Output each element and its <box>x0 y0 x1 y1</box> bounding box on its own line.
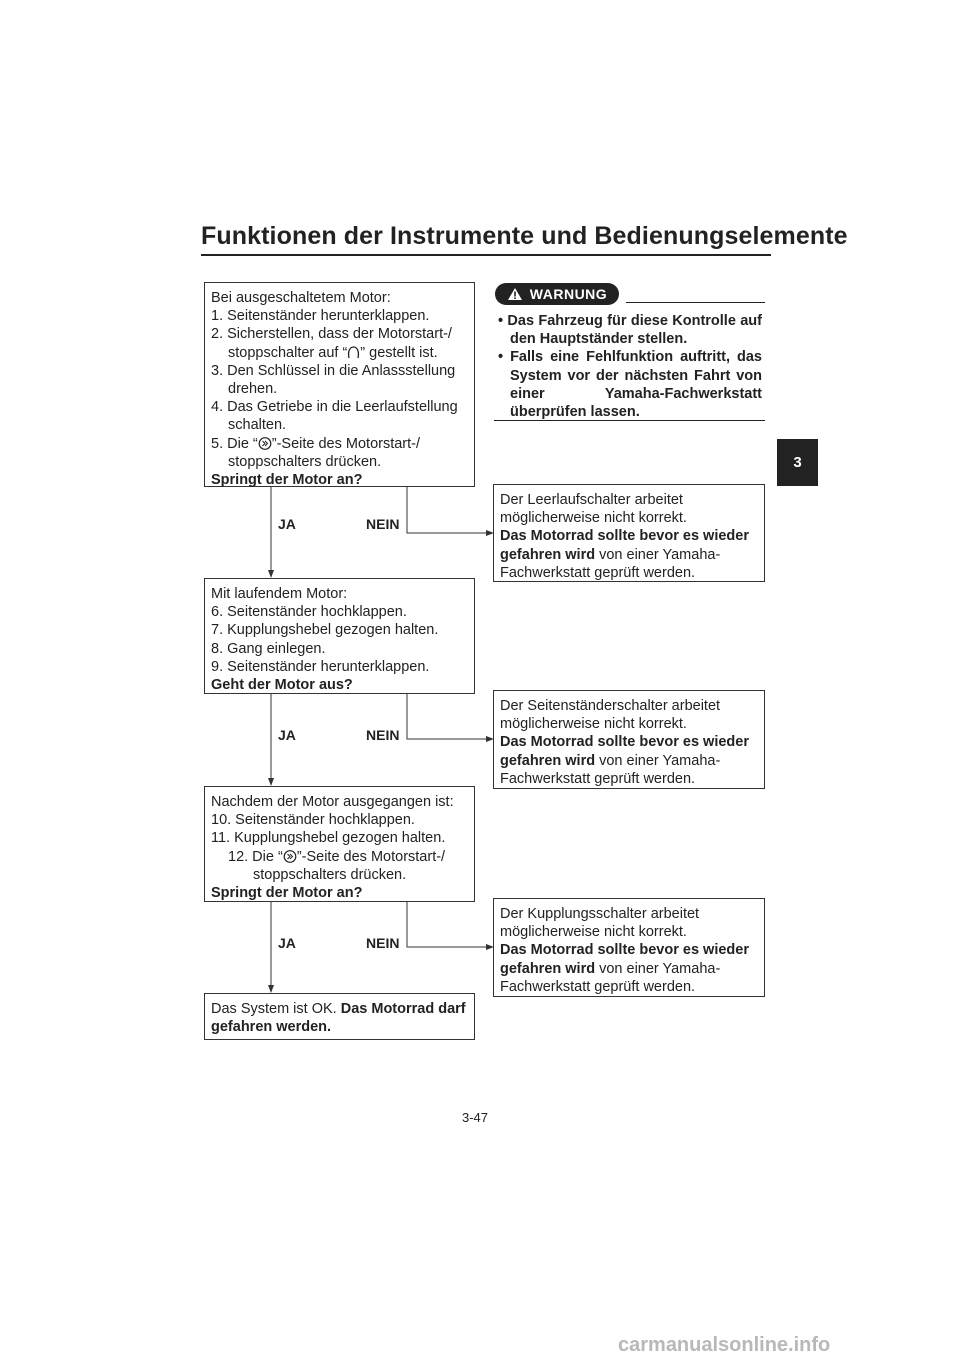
box2-intro: Mit laufendem Motor: <box>211 586 348 602</box>
no-arrow-2 <box>407 694 493 739</box>
box2-step6: 6. Seitenständer hochklappen. <box>211 604 407 621</box>
no-label-2: NEIN <box>366 727 400 743</box>
box3-step11: 11. Kupplungshebel gezogen halten. <box>211 830 446 847</box>
box1-intro: Bei ausgeschaltetem Motor: <box>211 290 391 306</box>
no-label-1: NEIN <box>366 516 400 532</box>
box3-question: Springt der Motor an? <box>211 885 363 902</box>
box3-step12: 12. Die “ ”-Seite des Motorstart-/ stoppschalters drücken. <box>228 848 446 883</box>
warning-text <box>494 312 762 421</box>
warning-triangle-icon <box>507 287 523 301</box>
footer-watermark: carmanualsonline.info <box>618 1334 831 1356</box>
result3-text: Der Kupplungsschalter arbeitet möglicherweise nicht korrekt. <box>500 906 700 941</box>
box2-question: Geht der Motor aus? <box>211 677 353 694</box>
result-box-sidestand-switch <box>493 690 765 789</box>
warning-rule-bottom <box>494 420 765 421</box>
warning-rule-top <box>626 302 765 303</box>
box4-text: Das System ist OK. Das Motorrad darf gefahren werden. <box>211 1001 466 1036</box>
page-number: 3-47 <box>462 1110 489 1125</box>
box1-step5: 5. Die “ ”-Seite des Motorstart-/ stoppschalters drücken. <box>211 435 421 470</box>
box1-step4: 4. Das Getriebe in die Leerlaufstellung schalten. <box>211 399 458 434</box>
no-label-3: NEIN <box>366 935 400 951</box>
result-box-clutch-switch <box>493 898 765 997</box>
box2-step7: 7. Kupplungshebel gezogen halten. <box>211 622 439 639</box>
result2-text: Der Seitenständerschalter arbeitet möglicherweise nicht korrekt. <box>500 698 721 733</box>
yes-label-2: JA <box>278 727 296 743</box>
run-symbol-icon <box>347 345 360 360</box>
box2-step8: 8. Gang einlegen. <box>211 640 326 657</box>
page-title: Funktionen der Instrumente und Bedienungselemente <box>201 222 848 250</box>
flow-box-check-sidestand <box>204 578 475 694</box>
section-tab: 3 <box>777 439 818 486</box>
flow-box-check-neutral <box>204 282 475 487</box>
result2-advice: Das Motorrad sollte bevor es wieder gefahren wird von einer Yamaha-Fachwerkstatt geprüft werden. <box>500 734 749 787</box>
box1-step1: 1. Seitenständer herunterklappen. <box>211 308 430 325</box>
start-switch-icon <box>258 436 272 451</box>
result3-advice: Das Motorrad sollte bevor es wieder gefahren wird von einer Yamaha-Fachwerkstatt geprüft werden. <box>500 942 749 995</box>
box1-question: Springt der Motor an? <box>211 472 363 489</box>
box3-intro: Nachdem der Motor ausgegangen ist: <box>211 794 454 810</box>
flow-box-check-clutch <box>204 786 475 902</box>
flow-box-system-ok <box>204 993 475 1040</box>
start-switch-icon <box>283 849 297 864</box>
result1-text: Der Leerlaufschalter arbeitet möglicherweise nicht korrekt. <box>500 492 687 527</box>
yes-label-1: JA <box>278 516 296 532</box>
box1-step3: 3. Den Schlüssel in die Anlassstellung drehen. <box>211 362 456 398</box>
result1-advice: Das Motorrad sollte bevor es wieder gefahren wird von einer Yamaha-Fachwerkstatt geprüft werden. <box>500 528 749 581</box>
warning-badge-label: WARNUNG <box>529 286 608 302</box>
no-arrow-1 <box>407 487 493 533</box>
warning-item-1: • Das Fahrzeug für diese Kontrolle auf den Hauptständer stellen. <box>498 313 762 348</box>
warning-item-2: • Falls eine Fehlfunktion auftritt, das System vor der nächsten Fahrt von einer Yamaha-Fachwerkstatt überprüfen lassen. <box>498 349 762 421</box>
box1-step2: 2. Sicherstellen, dass der Motorstart-/ stoppschalter auf “ ” gestellt ist. <box>211 326 452 361</box>
yes-label-3: JA <box>278 935 296 951</box>
result-box-neutral-switch <box>493 484 765 582</box>
warning-badge <box>495 283 619 305</box>
box2-step9: 9. Seitenständer herunterklappen. <box>211 658 430 675</box>
box3-step10: 10. Seitenständer hochklappen. <box>211 812 415 829</box>
no-arrow-3 <box>407 902 493 947</box>
